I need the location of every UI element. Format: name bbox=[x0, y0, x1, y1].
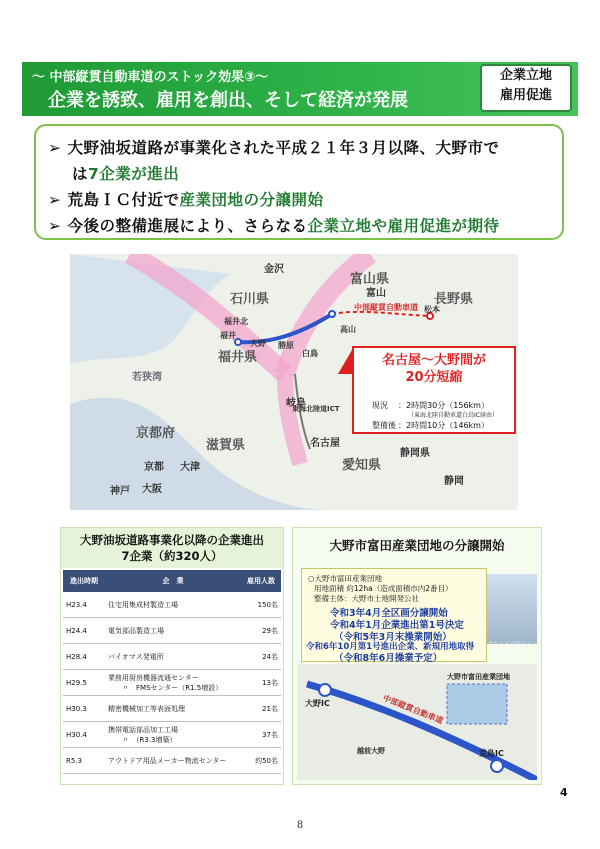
time-saving-callout bbox=[352, 346, 516, 434]
category-tag bbox=[480, 64, 572, 112]
bullet-arrow-icon: ➢ bbox=[48, 191, 62, 209]
mini-map-label: 大野市富田産業団地 bbox=[447, 673, 510, 681]
table-row bbox=[63, 644, 281, 670]
cell-count: 37名 bbox=[241, 722, 281, 748]
cell-year: H28.4 bbox=[63, 644, 105, 670]
cell-company bbox=[105, 592, 241, 618]
table-row bbox=[63, 696, 281, 722]
map-label: 福井 bbox=[220, 331, 236, 340]
map-label: 名古屋 bbox=[310, 438, 340, 449]
cell-company bbox=[105, 696, 241, 722]
map-label: 大野 bbox=[250, 339, 266, 348]
col-year: 進出時期 bbox=[63, 570, 105, 592]
table-row bbox=[63, 670, 281, 696]
info-line: 用地面積 約12ha（造成面積市内2番目） bbox=[314, 584, 453, 593]
cell-company bbox=[105, 748, 241, 774]
highlight-line: 令和4年1月企業進出第1号決定 bbox=[330, 620, 464, 631]
cell-count: 21名 bbox=[241, 696, 281, 722]
mini-map-label: 越前大野 bbox=[357, 747, 385, 755]
cell-count: 24名 bbox=[241, 644, 281, 670]
callout-title-line-2: 20分短縮 bbox=[405, 370, 463, 385]
bullet-3 bbox=[48, 214, 500, 236]
cell-year: H24.4 bbox=[63, 618, 105, 644]
callout-title-line-1: 名古屋～大野間が bbox=[381, 353, 486, 368]
company-name: 住宅用集成材製造工場 bbox=[108, 600, 178, 609]
table-panel-header bbox=[61, 528, 283, 568]
cell-company bbox=[105, 722, 241, 748]
cell-company bbox=[105, 644, 241, 670]
map-label: 大阪 bbox=[142, 484, 162, 495]
map-label: 京都府 bbox=[136, 426, 176, 441]
map-label: 白鳥 bbox=[302, 349, 318, 358]
bullet-text: は bbox=[72, 165, 89, 183]
table-row bbox=[63, 748, 281, 774]
mini-map-label: 中部縦貫自動車道 bbox=[381, 693, 445, 726]
map-label: 高山 bbox=[340, 325, 356, 334]
current-value: ：2時間30分（156km） bbox=[398, 401, 489, 410]
company-name: 精密機械加工等表面処理 bbox=[108, 704, 185, 713]
bullet-arrow-icon: ➢ bbox=[48, 139, 62, 157]
map-label: 神戸 bbox=[110, 486, 130, 497]
company-name: バイオマス発電所 bbox=[108, 652, 164, 661]
company-table-panel bbox=[60, 527, 284, 785]
company-note: 〃 （R3.3増築） bbox=[122, 735, 177, 744]
map-label: 長野県 bbox=[434, 292, 474, 307]
map-label: 金沢 bbox=[264, 264, 284, 275]
cell-count: 約50名 bbox=[241, 748, 281, 774]
tag-line-1: 企業立地 bbox=[499, 68, 552, 83]
page-number: 8 bbox=[296, 820, 304, 831]
company-table bbox=[63, 570, 281, 774]
map-label: 東海北陸道ICT bbox=[292, 405, 340, 413]
cell-count: 29名 bbox=[241, 618, 281, 644]
info-line: ○大野市富田産業団地 bbox=[308, 574, 383, 583]
table-header-row bbox=[63, 570, 281, 592]
future-label: 整備後 bbox=[372, 421, 396, 430]
company-name: 電気部品製造工場 bbox=[108, 626, 164, 635]
table-row bbox=[63, 592, 281, 618]
cell-company bbox=[105, 670, 241, 696]
map-label: 静岡 bbox=[444, 476, 464, 487]
summary-box bbox=[34, 124, 564, 240]
bullet-arrow-icon: ➢ bbox=[48, 217, 62, 235]
highlight-line: 令和6年10月第1号進出企業、新規用地取得 bbox=[306, 642, 475, 652]
cell-year: H29.5 bbox=[63, 670, 105, 696]
map-label: 勝原 bbox=[278, 341, 294, 350]
map-label: 静岡県 bbox=[400, 448, 430, 459]
park-info-box bbox=[301, 568, 487, 662]
cell-count: 150名 bbox=[241, 592, 281, 618]
company-note: 〃 FMSセンター（R1.5増設） bbox=[122, 683, 223, 692]
bullet-text: 今後の整備進展により、さらなる bbox=[67, 217, 308, 235]
map-label: 岐阜 bbox=[286, 398, 306, 409]
mini-map-label: 大野IC bbox=[305, 699, 330, 708]
photo-caption: アウトドア用品メーカー物流センター bbox=[487, 642, 537, 656]
future-value: ：2時間10分（146km） bbox=[398, 421, 489, 430]
cell-count: 13名 bbox=[241, 670, 281, 696]
company-name: 業務用厨房機器流通センター bbox=[108, 673, 199, 682]
company-name: アウトドア用品メーカー物流センター bbox=[108, 756, 227, 765]
map-label: 福井県 bbox=[218, 350, 258, 365]
current-label: 現況 bbox=[372, 401, 388, 410]
map-label: 大津 bbox=[180, 462, 200, 473]
cell-year: H30.3 bbox=[63, 696, 105, 722]
cell-year: H23.4 bbox=[63, 592, 105, 618]
table-subtitle: 7企業（約320人） bbox=[121, 549, 223, 563]
map-label: 富山 bbox=[366, 288, 386, 299]
col-count: 雇用人数 bbox=[241, 570, 281, 592]
highlight-line: （令和8年6月操業予定） bbox=[334, 653, 443, 664]
map-label: 中部縦貫自動車道 bbox=[354, 303, 418, 312]
bullet-highlight: 7企業が進出 bbox=[88, 165, 180, 183]
bullet-highlight: 産業団地の分譲開始 bbox=[179, 191, 324, 209]
map-label: 福井北 bbox=[224, 317, 248, 326]
map-label: 若狭湾 bbox=[132, 372, 162, 383]
tag-line-2: 雇用促進 bbox=[499, 88, 552, 103]
company-name: 携帯電話部品加工工場 bbox=[108, 725, 178, 734]
col-company: 企 業 bbox=[105, 570, 241, 592]
map-label: 松本 bbox=[424, 305, 440, 314]
warehouse-photo bbox=[487, 574, 537, 644]
industrial-park-panel bbox=[292, 527, 542, 785]
info-line: 整備主体：大野市土地開発公社 bbox=[314, 594, 419, 603]
callout-title bbox=[354, 352, 514, 386]
slide-number: 4 bbox=[560, 786, 568, 799]
cell-year: H30.4 bbox=[63, 722, 105, 748]
table-row bbox=[63, 722, 281, 748]
bullet-text: 荒島ＩＣ付近で bbox=[67, 191, 180, 209]
map-label: 京都 bbox=[144, 462, 164, 473]
bullet-2 bbox=[48, 188, 324, 210]
map-label: 富山県 bbox=[350, 272, 390, 287]
bullet-1 bbox=[48, 136, 500, 158]
park-location-map bbox=[297, 664, 537, 780]
bullet-text: 大野油坂道路が事業化された平成２１年３月以降、大野市で bbox=[67, 139, 500, 157]
map-label: 石川県 bbox=[230, 292, 270, 307]
bullet-1-cont bbox=[72, 162, 179, 184]
mini-map-label: 荒島IC bbox=[479, 749, 504, 758]
cell-year: R5.3 bbox=[63, 748, 105, 774]
current-note: （東海北陸自動車道白鳥IC経由） bbox=[408, 412, 498, 419]
bullet-highlight: 企業立地や雇用促進が期待 bbox=[307, 217, 500, 235]
table-row bbox=[63, 618, 281, 644]
header-subtitle: ～ 中部縦貫自動車道のストック効果③～ bbox=[32, 70, 269, 85]
highlight-line: （令和5年3月末操業開始） bbox=[334, 632, 452, 643]
cell-company bbox=[105, 618, 241, 644]
header-title: 企業を誘致、雇用を創出、そして経済が発展 bbox=[48, 90, 408, 111]
highlight-line: 令和3年4月全区画分譲開始 bbox=[330, 608, 448, 619]
map-label: 愛知県 bbox=[342, 458, 382, 473]
panel-title: 大野市富田産業団地の分譲開始 bbox=[329, 538, 505, 553]
table-title: 大野油坂道路事業化以降の企業進出 bbox=[80, 533, 264, 547]
map-label: 滋賀県 bbox=[206, 438, 246, 453]
